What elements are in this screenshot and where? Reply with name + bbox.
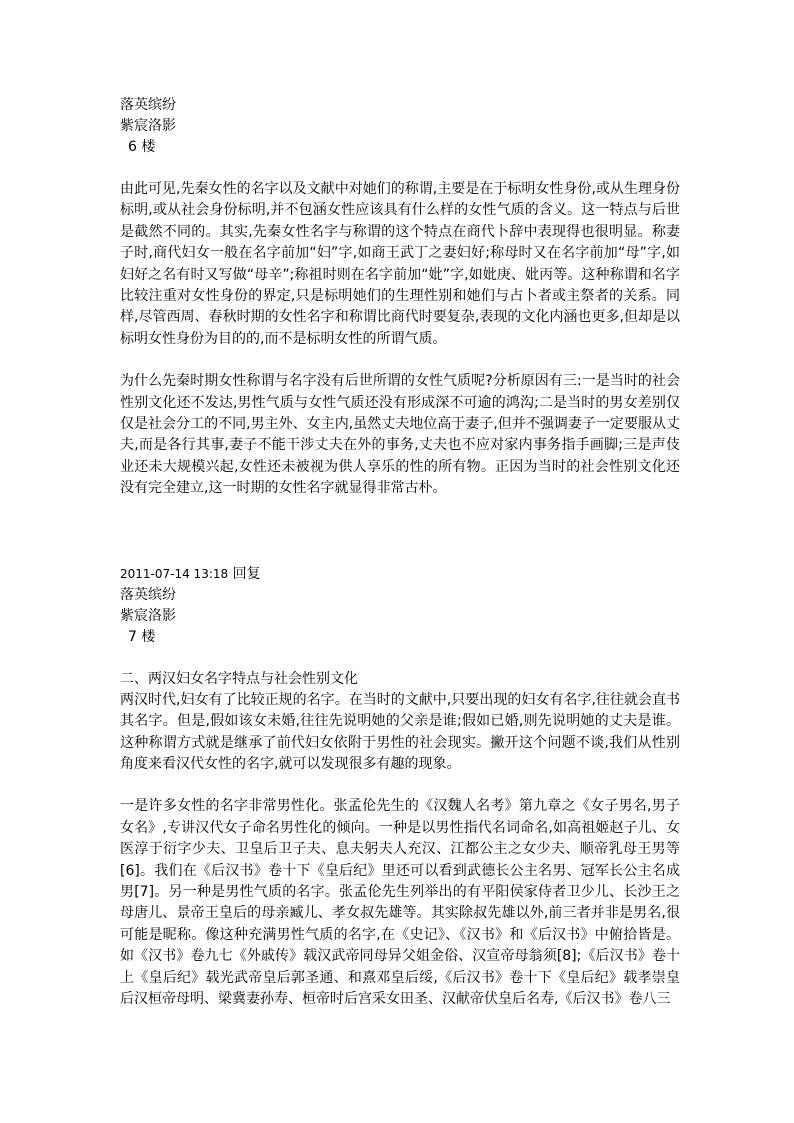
floor-number: 7 楼 bbox=[128, 628, 156, 645]
post-paragraph: 两汉时代,妇女有了比较正规的名字。在当时的文献中,只要出现的妇女有名字,往往就会直书其名字。但是,假如该女未婚,往往先说明她的父亲是谁;假如已婚,则先说明她的丈夫是谁。这种称谓方式就是继承了前代妇女依附于男性的社会现实。撇开这个问题不谈,我们从性别角度来看汉代女性的名字,就可以发现很多有趣的现象。 bbox=[120, 691, 680, 772]
post-username: 落英缤纷 bbox=[120, 97, 176, 113]
post-nickname: 紫宸洛影 bbox=[120, 118, 176, 134]
post-6 bbox=[120, 95, 680, 500]
post-datetime: 2011-07-14 13:18 bbox=[120, 566, 229, 581]
post-paragraph: 一是许多女性的名字非常男性化。张孟伦先生的《汉魏人名考》第九章之《女子男名,男子女名》,专讲汉代女子命名男性化的倾向。一种是以男性指代名词命名,如高祖姬赵子儿、女医淳于衍字少夫、卫皇后卫子夫、息夫躬夫人充汉、江都公主之女少夫、顺帝乳母王男等[6]。我们在《后汉书》卷十下《皇后纪》里还可以看到武德长公主名男、冠军长公主名成男[7]。另一种是男性气质的名字。张孟伦先生列举出的有平阳侯家侍者卫少儿、长沙王之母唐儿、景帝王皇后的母亲臧儿、孝女叔先雄等。其实除叔先雄以外,前三者并非是男名,很可能是昵称。像这种充满男性气质的名字,在《史记》、《汉书》和《后汉书》中俯拾皆是。如《汉书》卷九七《外戚传》载汉武帝同母异父姐金俗、汉宣帝母翁须[8];《后汉书》卷十上《皇后纪》载光武帝皇后郭圣通、和熹邓皇后绥,《后汉书》卷十下《皇后纪》载孝崇皇后汉桓帝母明、梁冀妻孙寿、桓帝时后宫采女田圣、汉献帝伏皇后名寿,《后汉书》卷八三 bbox=[120, 798, 680, 1007]
post-paragraph: 为什么先秦时期女性称谓与名字没有后世所谓的女性气质呢?分析原因有三:一是当时的社会性别文化还不发达,男性气质与女性气质还没有形成深不可逾的鸿沟;二是当时的男女差别仅仅是社会分工的不同,男主外、女主内,虽然丈夫地位高于妻子,但并不强调妻子一定要服从丈夫,而是各行其事,妻子不能干涉丈夫在外的事务,丈夫也不应对家内事务指手画脚;三是声伎业还未大规模兴起,女性还未被视为供人享乐的性的所有物。正因为当时的社会性别文化还没有完全建立,这一时期的女性名字就显得非常古朴。 bbox=[120, 373, 680, 497]
post-meta bbox=[120, 564, 680, 585]
post-nickname: 紫宸洛影 bbox=[120, 607, 176, 624]
section-heading: 二、两汉妇女名字特点与社会性别文化 bbox=[120, 670, 358, 687]
post-username: 落英缤纷 bbox=[120, 586, 176, 603]
forum-page bbox=[120, 95, 680, 1010]
floor-number: 6 楼 bbox=[128, 139, 156, 155]
reply-link[interactable]: 回复 bbox=[232, 565, 261, 582]
post-7 bbox=[120, 564, 680, 1011]
post-paragraph: 由此可见,先秦女性的名字以及文献中对她们的称谓,主要是在于标明女性身份,或从生理身份标明,或从社会身份标明,并不包涵女性应该具有什么样的女性气质的含义。这一特点与后世是截然不同的。其实,先秦女性名字与称谓的这个特点在商代卜辞中表现得也很明显。称妻子时,商代妇女一般在名字前加“妇”字,如商王武丁之妻妇好;称母时又在名字前加“母”字,如妇好之名有时又写做“母辛”;称祖时则在名字前加“妣”字,如妣庚、妣丙等。这种称谓和名字比较注重对女性身份的界定,只是标明她们的生理性别和她们与占卜者或主祭者的关系。同样,尽管西周、春秋时期的女性名字和称谓比商代时要复杂,表现的文化内涵也更多,但却是以标明女性身份为目的的,而不是标明女性的所谓气质。 bbox=[120, 181, 680, 347]
